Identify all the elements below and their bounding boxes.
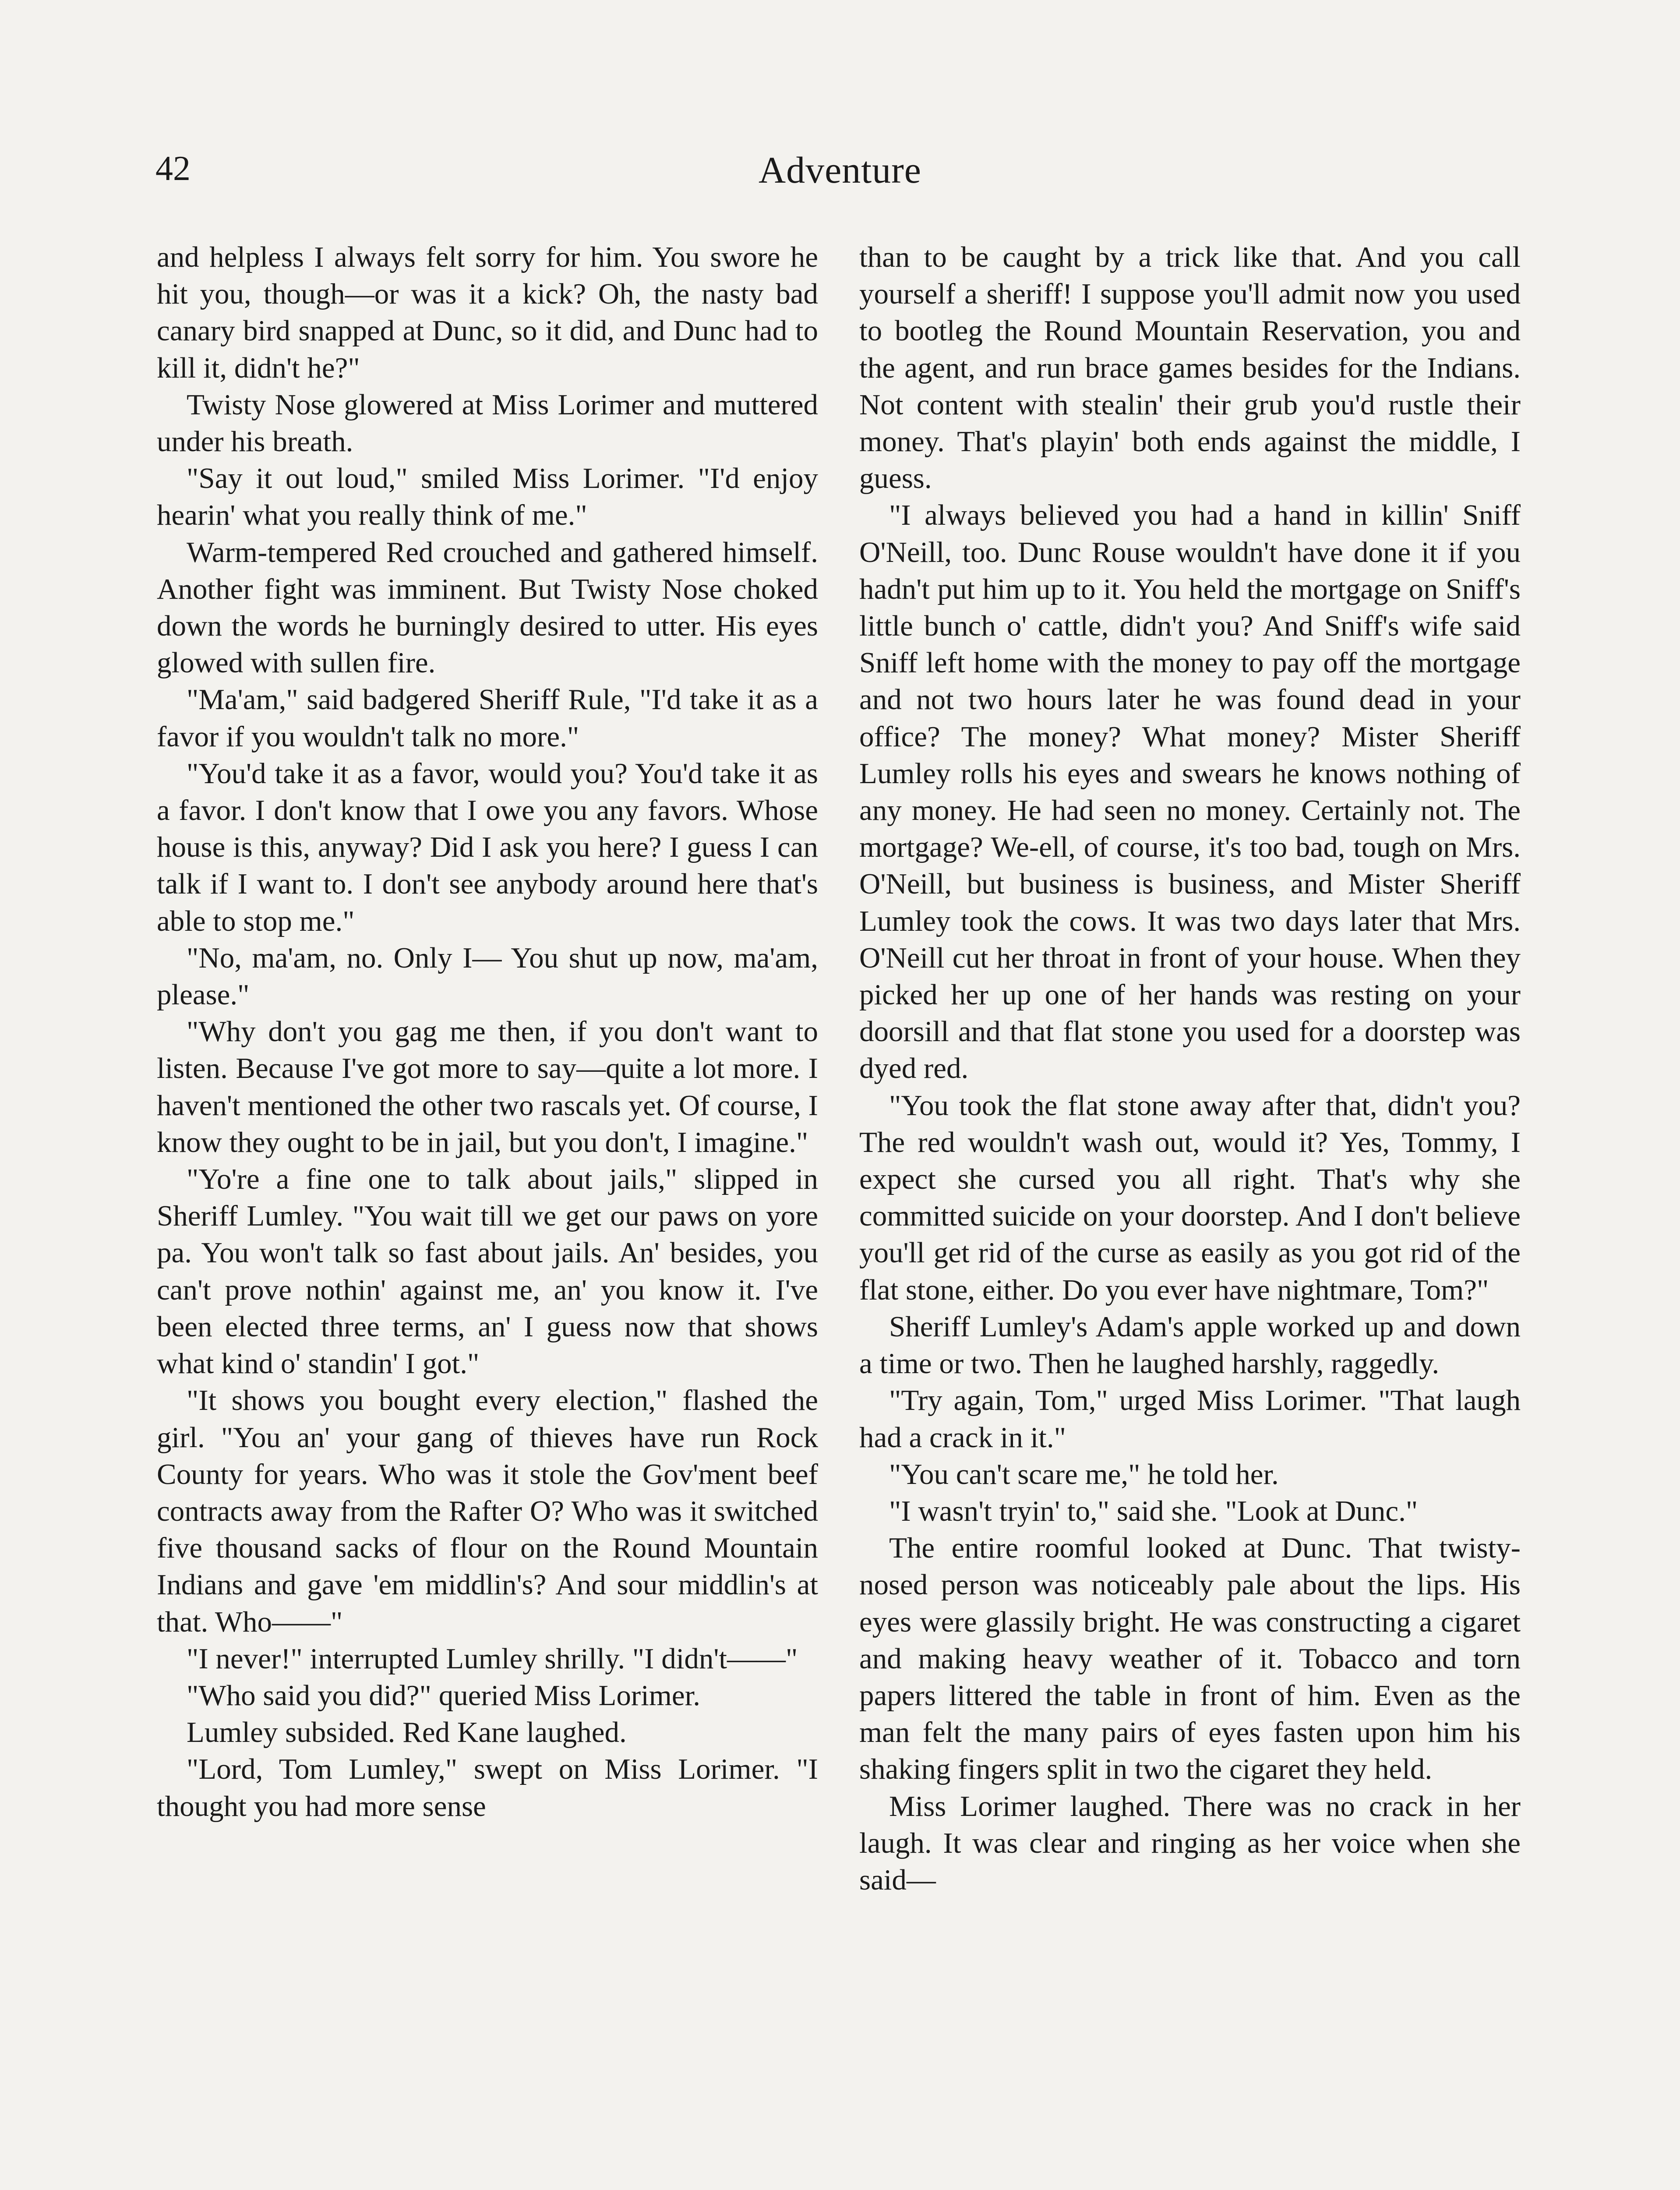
paragraph: "You took the flat stone away after that, didn't you? The red wouldn't wash out, would it? Yes, Tommy, I expect she cursed you all right. That's why she committed suicide on your doorstep. And I don't believe you'll get rid of the curse as easily as you got rid of the flat stone, either. Do you ever have nightmare, Tom?"	[859, 1089, 1521, 1306]
paragraph: "I never!" interrupted Lumley shrilly. "I didn't——"	[187, 1642, 798, 1675]
paragraph: Miss Lorimer laughed. There was no crack in her laugh. It was clear and ringing as her voice when she said—	[859, 1790, 1521, 1896]
paragraph: "I always believed you had a hand in killin' Sniff O'Neill, too. Dunc Rouse wouldn't have done it if you hadn't put him up to it. You held the mortgage on Sniff's little bunch o' cattle, didn't you? And Sniff's wife said Sniff left home with the money to pay off the mortgage and not two hours later he was found dead in your office? The money? What money? Mister Sheriff Lumley rolls his eyes and swears he knows nothing of any money. He had seen no money. Certainly not. The mortgage? We-ell, of course, it's too bad, tough on Mrs. O'Neill, but business is business, and Mister Sheriff Lumley took the cows. It was two days later that Mrs. O'Neill cut her throat in front of your house. When they picked her up one of her hands was resting on your doorsill and that flat stone you used for a doorstep was dyed red.	[859, 499, 1521, 1085]
paragraph: "It shows you bought every election," flashed the girl. "You an' your gang of thieves have run Rock County for years. Who was it stole the Gov'ment beef contracts away from the Rafter O? Who was it switched five thousand sacks of flour on the Round Mountain Indians and gave 'em middlin's? And sour middlin's at that. Who——"	[157, 1384, 818, 1638]
paragraph: "I wasn't tryin' to," said she. "Look at Dunc."	[889, 1494, 1418, 1527]
paragraph: than to be caught by a trick like that. And you call yourself a sheriff! I suppose you'll admit now you used to bootleg the Round Mountain Reservation, you and the agent, and run brace games besides for the Indians. Not content with stealin' their grub you'd rustle their money. That's playin' both ends against the middle, I guess.	[859, 241, 1521, 495]
left-column	[157, 239, 818, 1825]
paragraph: "Yo're a fine one to talk about jails," slipped in Sheriff Lumley. "You wait till we get our paws on yore pa. You won't talk so fast about jails. An' besides, you can't prove nothin' against me, an' you know it. I've been elected three terms, an' I guess now that shows what kind o' standin' I got."	[157, 1163, 818, 1380]
paragraph: "You'd take it as a favor, would you? You'd take it as a favor. I don't know that I owe you any favors. Whose house is this, anyway? Did I ask you here? I guess I can talk if I want to. I don't see anybody around here that's able to stop me."	[157, 757, 818, 937]
paragraph: "Who said you did?" queried Miss Lorimer.	[187, 1679, 701, 1712]
paragraph: "Ma'am," said badgered Sheriff Rule, "I'd take it as a favor if you wouldn't talk no more."	[157, 683, 818, 753]
paragraph: "Why don't you gag me then, if you don't want to listen. Because I've got more to say—quite a lot more. I haven't mentioned the other two rascals yet. Of course, I know they ought to be in jail, but you don't, I imagine."	[157, 1015, 818, 1159]
paragraph: "No, ma'am, no. Only I— You shut up now, ma'am, please."	[157, 941, 818, 1011]
paragraph: Lumley subsided. Red Kane laughed.	[187, 1716, 627, 1749]
right-column	[859, 239, 1521, 1898]
paragraph: Warm-tempered Red crouched and gathered himself. Another fight was imminent. But Twisty Nose choked down the words he burningly desired to utter. His eyes glowed with sullen fire.	[157, 536, 818, 679]
paragraph: "Say it out loud," smiled Miss Lorimer. "I'd enjoy hearin' what you really think of me."	[157, 462, 818, 532]
paragraph: and helpless I always felt sorry for him. You swore he hit you, though—or was it a kick? Oh, the nasty bad canary bird snapped at Dunc, so it did, and Dunc had to kill it, didn't he?"	[157, 241, 818, 384]
paragraph: "Lord, Tom Lumley," swept on Miss Lorimer. "I thought you had more sense	[157, 1753, 818, 1823]
paragraph: Twisty Nose glowered at Miss Lorimer and muttered under his breath.	[157, 388, 818, 458]
paragraph: "Try again, Tom," urged Miss Lorimer. "That laugh had a crack in it."	[859, 1384, 1521, 1454]
paragraph: The entire roomful looked at Dunc. That twisty-nosed person was noticeably pale about the lips. His eyes were glassily bright. He was constructing a cigaret and making heavy weather of it. Tobacco and torn papers littered the table in front of him. Even as the man felt the many pairs of eyes fasten upon him his shaking fingers split in two the cigaret they held.	[859, 1532, 1521, 1786]
page-number: 42	[155, 149, 191, 188]
paragraph: "You can't scare me," he told her.	[889, 1458, 1279, 1491]
running-head: Adventure	[759, 149, 921, 191]
paragraph: Sheriff Lumley's Adam's apple worked up and down a time or two. Then he laughed harshly, raggedly.	[859, 1310, 1521, 1380]
